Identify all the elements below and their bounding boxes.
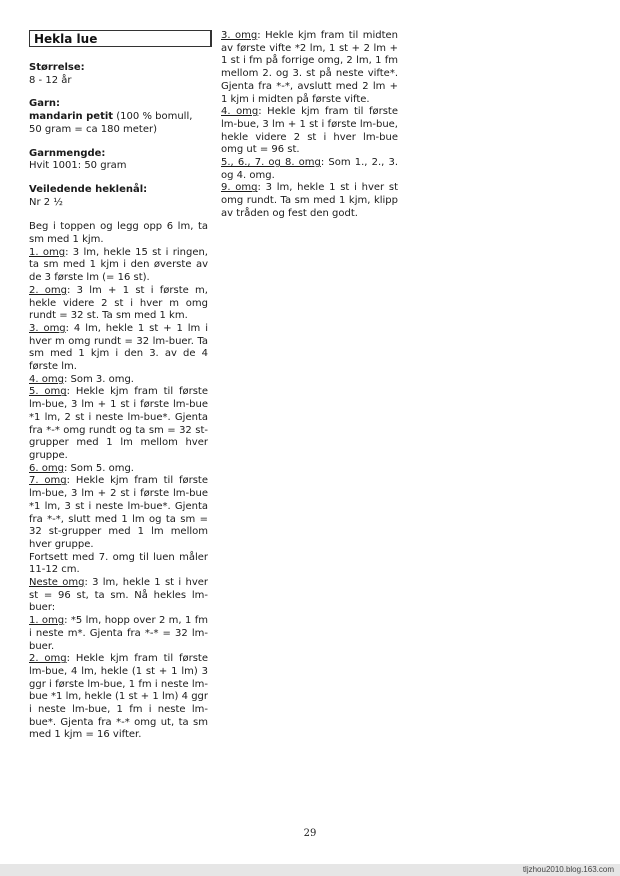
hook-heading: Veiledende heklenål: — [29, 183, 148, 195]
instruction-text: : 3 lm + 1 st i første m, hekle videre 2 st i hver m omg rundt = 32 st. Ta sm med 1 km. — [29, 284, 208, 322]
yarn-amount-value: Hvit 1001: 50 gram — [29, 160, 127, 172]
instruction-text: : Hekle kjm fram til første lm-bue, 4 lm, hekle (1 st + 1 lm) 3 ggr i første lm-bue, 1 fm i neste lm-bue *1 lm, hekle (1 st + 1 lm) 4 ggr i neste lm-bue, 1 fm i neste lm-bue*. Gjenta fra *-* omg ut, ta sm med 1 kjm = 16 vifter. — [29, 653, 208, 741]
instruction-paragraph — [221, 30, 398, 106]
instruction-text: : Som 3. omg. — [63, 373, 134, 385]
instruction-paragraph — [29, 475, 208, 551]
instruction-paragraph — [29, 552, 208, 577]
instructions-left — [29, 221, 208, 742]
instruction-text: : *5 lm, hopp over 2 m, 1 fm i neste m*. Gjenta fra *-* = 32 lm-buer. — [29, 615, 208, 652]
instruction-paragraph — [29, 285, 208, 323]
instructions-right — [221, 30, 398, 221]
round-label: 3. omg — [221, 30, 258, 41]
round-label: 4. omg — [29, 373, 64, 385]
round-label: 1. omg — [29, 615, 65, 627]
instruction-paragraph — [29, 386, 208, 462]
instruction-paragraph — [221, 106, 398, 157]
title-rule — [211, 30, 212, 47]
page-number: 29 — [303, 828, 317, 839]
round-label: 1. omg — [29, 246, 66, 258]
instruction-text: : Hekle kjm fram til første lm-bue, 3 lm + 1 st i første lm-bue, hekle videre 2 st i hver lm-bue omg ut = 96 st. — [221, 106, 398, 156]
instruction-text: : Hekle kjm fram til midten av første vifte *2 lm, 1 st + 2 lm + 1 st i fm på forrige omg, 2 lm, 1 fm mellom 2. og 3. st på neste vifte*. Gjenta fra *-*, avslutt med 2 lm + 1 kjm i midten på første vifte. — [221, 30, 398, 105]
size-value: 8 - 12 år — [29, 74, 72, 86]
yarn-name: mandarin petit — [29, 111, 114, 123]
yarn-section — [29, 98, 208, 136]
size-section — [29, 62, 208, 87]
round-label: 7. omg — [29, 475, 67, 487]
instruction-text: : Hekle kjm fram til første lm-bue, 3 lm + 1 st i første lm-bue *1 lm, 2 st i neste lm-bue*. Gjenta fra *-* omg rundt og ta sm = 32 st-grupper med 1 lm mellom hver gruppe. — [29, 386, 208, 461]
round-label: 5., 6., 7. og 8. omg — [221, 157, 321, 169]
round-label: 2. omg — [29, 284, 68, 296]
yarn-heading: Garn: — [29, 98, 61, 110]
round-label: Neste omg — [29, 577, 85, 589]
instruction-text: : Som 1., 2., 3. og 4. omg. — [221, 157, 398, 181]
round-label: 5. omg — [29, 386, 67, 398]
pattern-title: Hekla lue — [29, 30, 211, 47]
instruction-text: : 4 lm, hekle 1 st + 1 lm i hver m omg rundt = 32 lm-buer. Ta sm med 1 kjm i den 3. av de 4 første lm. — [29, 322, 208, 373]
yarn-value — [29, 111, 208, 136]
round-label: 6. omg — [29, 462, 64, 474]
yarn-details: (100 % bomull, 50 gram = ca 180 meter) — [29, 111, 193, 135]
round-label: 4. omg — [221, 106, 259, 118]
size-heading: Størrelse: — [29, 62, 85, 73]
hook-value: Nr 2 ½ — [29, 196, 64, 208]
instruction-paragraph — [29, 374, 208, 387]
instruction-text: : Hekle kjm fram til første lm-bue, 3 lm + 2 st i første lm-bue *1 lm, 3 st i neste lm-bue*. Gjenta fra *-*, slutt med 1 lm og ta sm = 32 st-grupper med 1 lm mellom hver gruppe. — [29, 475, 208, 550]
instruction-paragraph — [29, 653, 208, 742]
instruction-paragraph — [29, 323, 208, 374]
instruction-paragraph — [221, 157, 398, 182]
footer-bar — [0, 864, 620, 876]
instruction-paragraph — [29, 247, 208, 285]
hook-section — [29, 184, 208, 209]
instruction-paragraph — [221, 182, 398, 220]
instruction-text: Beg i toppen og legg opp 6 lm, ta sm med 1 kjm. — [29, 221, 208, 246]
instruction-text: : 3 lm, hekle 1 st i hver st omg rundt. Ta sm med 1 kjm, klipp av tråden og fest den godt. — [221, 182, 398, 219]
instruction-paragraph — [29, 577, 208, 615]
instruction-paragraph — [29, 463, 208, 476]
instruction-text: : 3 lm, hekle 15 st i ringen, ta sm med 1 kjm i den øverste av de 3 første lm (= 16 st). — [29, 246, 208, 284]
round-label: 3. omg — [29, 322, 66, 334]
instruction-text: Fortsett med 7. omg til luen måler 11-12 cm. — [29, 551, 208, 576]
yarn-amount-heading: Garnmengde: — [29, 147, 106, 159]
round-label: 9. omg — [221, 182, 258, 194]
instruction-text: : Som 5. omg. — [63, 462, 134, 474]
instruction-paragraph — [29, 615, 208, 653]
round-label: 2. omg — [29, 653, 67, 665]
instruction-paragraph — [29, 221, 208, 246]
yarn-amount-section — [29, 148, 208, 173]
left-column — [29, 30, 208, 742]
instruction-text: : 3 lm, hekle 1 st i hver st = 96 st, ta sm. Nå hekles lm-buer: — [29, 577, 208, 614]
footer-watermark: tljzhou2010.blog.163.com — [522, 865, 614, 874]
